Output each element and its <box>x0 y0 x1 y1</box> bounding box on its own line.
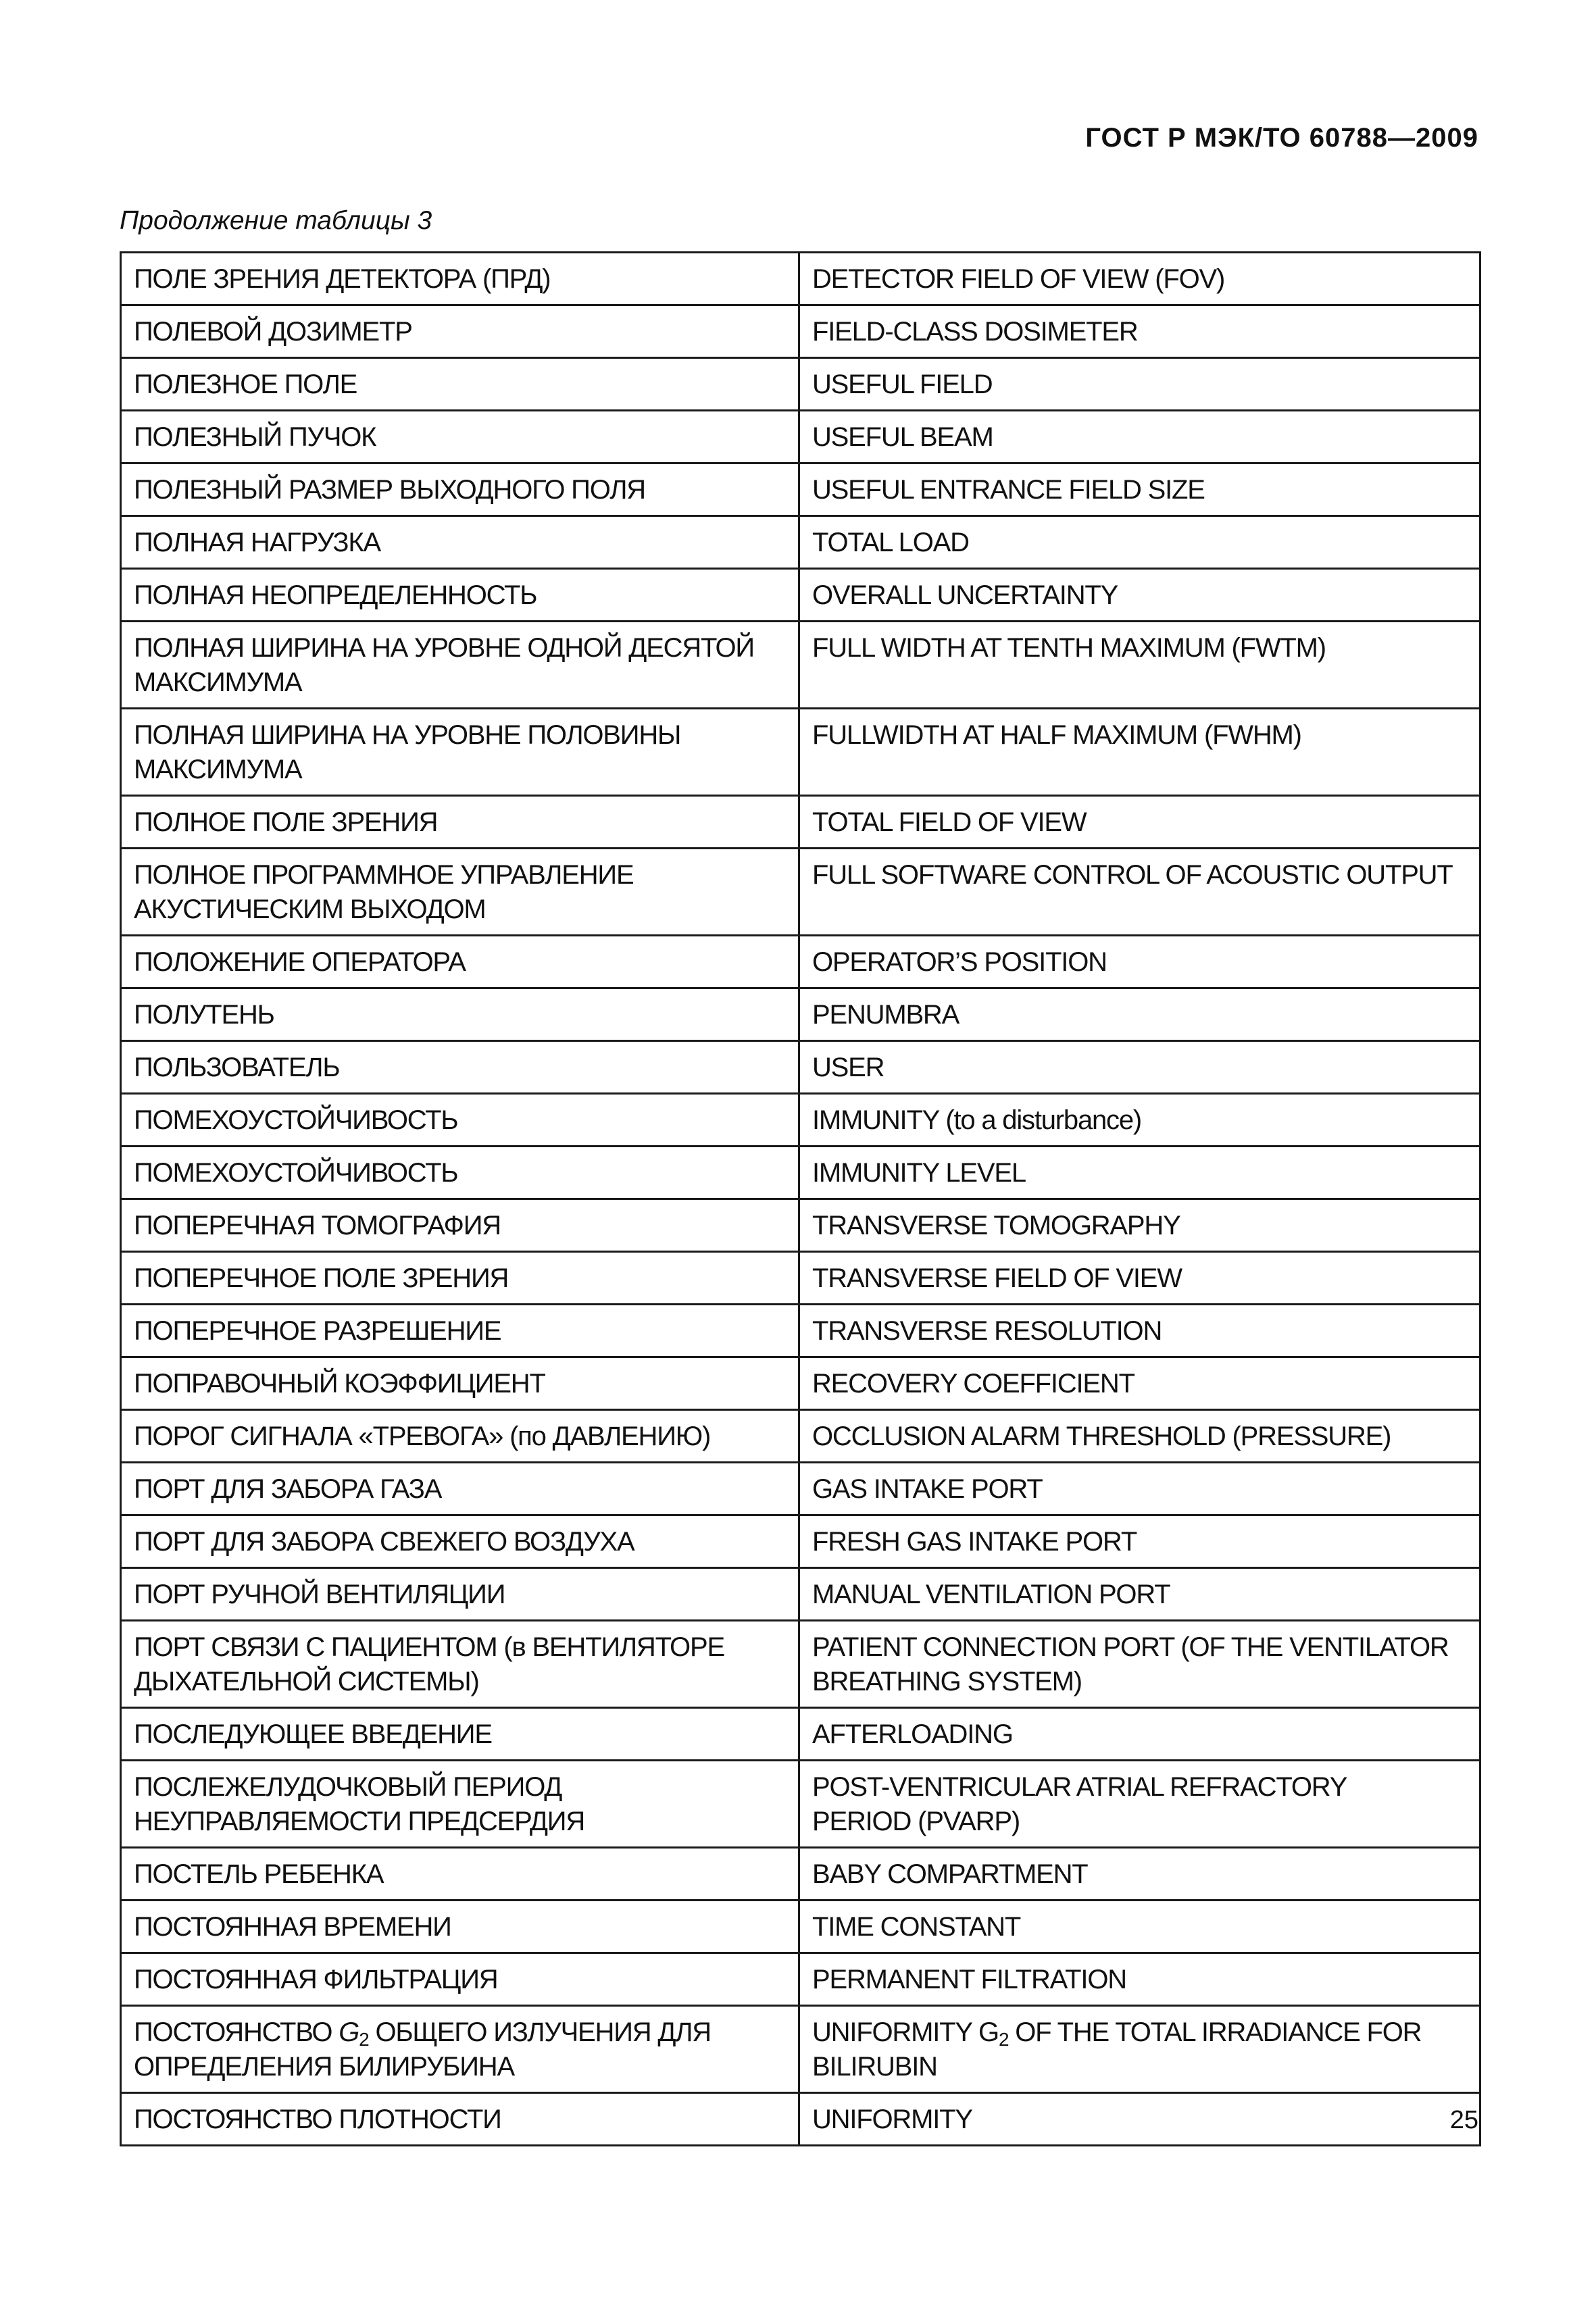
table-row <box>121 411 1480 463</box>
table-row <box>121 1568 1480 1621</box>
term-ru-cell: ПОЛЕВОЙ ДОЗИМЕТР <box>121 305 799 358</box>
term-ru-cell: ПОСТОЯНСТВО ПЛОТНОСТИ <box>121 2093 799 2146</box>
table-row <box>121 305 1480 358</box>
term-ru-cell: ПОПЕРЕЧНАЯ ТОМОГРАФИЯ <box>121 1199 799 1252</box>
term-ru-cell: ПОЛЕЗНОЕ ПОЛЕ <box>121 358 799 411</box>
table-row <box>121 796 1480 849</box>
term-ru-cell-fragment: ПОСТОЯНСТВО <box>134 2017 339 2047</box>
table-row <box>121 1147 1480 1199</box>
term-en-cell: TIME CONSTANT <box>799 1901 1480 1953</box>
table-row <box>121 1041 1480 1094</box>
table-row <box>121 1621 1480 1708</box>
term-en-cell: FRESH GAS INTAKE PORT <box>799 1515 1480 1568</box>
term-en-cell: TRANSVERSE FIELD OF VIEW <box>799 1252 1480 1305</box>
table-row <box>121 2006 1480 2093</box>
table-row <box>121 358 1480 411</box>
term-en-cell: POST-VENTRICULAR ATRIAL REFRACTORY PERIOD (PVARP) <box>799 1761 1480 1848</box>
term-ru-cell: ПОРТ РУЧНОЙ ВЕНТИЛЯЦИИ <box>121 1568 799 1621</box>
term-en-cell: OPERATOR’S POSITION <box>799 936 1480 988</box>
table-row <box>121 1848 1480 1901</box>
term-en-cell: IMMUNITY (to a disturbance) <box>799 1094 1480 1147</box>
term-ru-cell: ПОЛУТЕНЬ <box>121 988 799 1041</box>
term-en-cell: TRANSVERSE TOMOGRAPHY <box>799 1199 1480 1252</box>
term-ru-cell: ПОРОГ СИГНАЛА «ТРЕВОГА» (по ДАВЛЕНИЮ) <box>121 1410 799 1463</box>
term-en-cell: TOTAL LOAD <box>799 516 1480 569</box>
page-number: 25 <box>1449 2106 1478 2134</box>
term-en-cell: FULL SOFTWARE CONTROL OF ACOUSTIC OUTPUT <box>799 849 1480 936</box>
term-ru-cell: ПОРТ ДЛЯ ЗАБОРА ГАЗА <box>121 1463 799 1515</box>
term-ru-cell: ПОПЕРЕЧНОЕ РАЗРЕШЕНИЕ <box>121 1305 799 1357</box>
term-en-cell: USER <box>799 1041 1480 1094</box>
table-row <box>121 1305 1480 1357</box>
table-row <box>121 1901 1480 1953</box>
term-en-cell-fragment: OF THE TOTAL IRRADIANCE FOR BILIRUBIN <box>812 2017 1422 2082</box>
term-ru-cell: ПОСЛЕЖЕЛУДОЧКОВЫЙ ПЕРИОД НЕУПРАВЛЯЕМОСТИ ПРЕДСЕРДИЯ <box>121 1761 799 1848</box>
term-ru-cell: ПОЛНАЯ ШИРИНА НА УРОВНЕ ПОЛОВИНЫ МАКСИМУМА <box>121 709 799 796</box>
term-ru-cell-fragment: 2 <box>359 2029 369 2050</box>
term-en-cell: TOTAL FIELD OF VIEW <box>799 796 1480 849</box>
table-row <box>121 988 1480 1041</box>
table-row <box>121 936 1480 988</box>
term-ru-cell: ПОСТЕЛЬ РЕБЕНКА <box>121 1848 799 1901</box>
table-row <box>121 1252 1480 1305</box>
term-ru-cell: ПОЛЕЗНЫЙ ПУЧОК <box>121 411 799 463</box>
table-row <box>121 1094 1480 1147</box>
table-row <box>121 1953 1480 2006</box>
term-en-cell: OVERALL UNCERTAINTY <box>799 569 1480 622</box>
table-row <box>121 569 1480 622</box>
table-row <box>121 1761 1480 1848</box>
term-en-cell-fragment: 2 <box>998 2029 1009 2050</box>
term-ru-cell: ПОЛЕ ЗРЕНИЯ ДЕТЕКТОРА (ПРД) <box>121 253 799 305</box>
term-en-cell: USEFUL BEAM <box>799 411 1480 463</box>
term-ru-cell: ПОПЕРЕЧНОЕ ПОЛЕ ЗРЕНИЯ <box>121 1252 799 1305</box>
table-row <box>121 849 1480 936</box>
term-ru-cell: ПОЛЕЗНЫЙ РАЗМЕР ВЫХОДНОГО ПОЛЯ <box>121 463 799 516</box>
term-ru-cell-fragment: ОБЩЕГО ИЗЛУЧЕНИЯ ДЛЯ ОПРЕДЕЛЕНИЯ БИЛИРУБИНА <box>134 2017 711 2082</box>
term-ru-cell: ПОМЕХОУСТОЙЧИВОСТЬ <box>121 1094 799 1147</box>
term-en-cell: AFTERLOADING <box>799 1708 1480 1761</box>
term-en-cell: TRANSVERSE RESOLUTION <box>799 1305 1480 1357</box>
term-en-cell-fragment: UNIFORMITY G <box>812 2017 999 2047</box>
term-ru-cell: ПОСТОЯННАЯ ВРЕМЕНИ <box>121 1901 799 1953</box>
table-row <box>121 709 1480 796</box>
table-row <box>121 1463 1480 1515</box>
term-ru-cell: ПОЛЬЗОВАТЕЛЬ <box>121 1041 799 1094</box>
table-caption: Продолжение таблицы 3 <box>120 206 432 235</box>
term-en-cell: FULLWIDTH AT HALF MAXIMUM (FWHM) <box>799 709 1480 796</box>
table-row <box>121 516 1480 569</box>
term-ru-cell: ПОЛНАЯ НАГРУЗКА <box>121 516 799 569</box>
term-ru-cell: ПОПРАВОЧНЫЙ КОЭФФИЦИЕНТ <box>121 1357 799 1410</box>
term-ru-cell: ПОСЛЕДУЮЩЕЕ ВВЕДЕНИЕ <box>121 1708 799 1761</box>
term-en-cell: FULL WIDTH AT TENTH MAXIMUM (FWTM) <box>799 622 1480 709</box>
table-row <box>121 1708 1480 1761</box>
table-row <box>121 253 1480 305</box>
table-row <box>121 1515 1480 1568</box>
term-ru-cell: ПОРТ ДЛЯ ЗАБОРА СВЕЖЕГО ВОЗДУХА <box>121 1515 799 1568</box>
terms-table <box>120 251 1481 2146</box>
table-row <box>121 1410 1480 1463</box>
table-row <box>121 1357 1480 1410</box>
term-en-cell: PERMANENT FILTRATION <box>799 1953 1480 2006</box>
term-ru-cell <box>121 2006 799 2093</box>
term-ru-cell: ПОСТОЯННАЯ ФИЛЬТРАЦИЯ <box>121 1953 799 2006</box>
term-ru-cell-fragment: G <box>339 2017 359 2047</box>
term-en-cell: USEFUL ENTRANCE FIELD SIZE <box>799 463 1480 516</box>
term-en-cell: RECOVERY COEFFICIENT <box>799 1357 1480 1410</box>
term-ru-cell: ПОЛОЖЕНИЕ ОПЕРАТОРА <box>121 936 799 988</box>
term-en-cell: OCCLUSION ALARM THRESHOLD (PRESSURE) <box>799 1410 1480 1463</box>
table-row <box>121 463 1480 516</box>
term-en-cell: USEFUL FIELD <box>799 358 1480 411</box>
term-en-cell: BABY COMPARTMENT <box>799 1848 1480 1901</box>
term-en-cell: PENUMBRA <box>799 988 1480 1041</box>
table-row <box>121 2093 1480 2146</box>
term-ru-cell: ПОЛНОЕ ПРОГРАММНОЕ УПРАВЛЕНИЕ АКУСТИЧЕСКИМ ВЫХОДОМ <box>121 849 799 936</box>
term-ru-cell: ПОЛНАЯ ШИРИНА НА УРОВНЕ ОДНОЙ ДЕСЯТОЙ МАКСИМУМА <box>121 622 799 709</box>
term-ru-cell: ПОЛНАЯ НЕОПРЕДЕЛЕННОСТЬ <box>121 569 799 622</box>
term-en-cell <box>799 2006 1480 2093</box>
term-ru-cell: ПОРТ СВЯЗИ С ПАЦИЕНТОМ (в ВЕНТИЛЯТОРЕ ДЫХАТЕЛЬНОЙ СИСТЕМЫ) <box>121 1621 799 1708</box>
term-en-cell: FIELD-CLASS DOSIMETER <box>799 305 1480 358</box>
term-en-cell: DETECTOR FIELD OF VIEW (FOV) <box>799 253 1480 305</box>
term-ru-cell: ПОМЕХОУСТОЙЧИВОСТЬ <box>121 1147 799 1199</box>
document-header: ГОСТ Р МЭК/ТО 60788—2009 <box>1085 123 1478 153</box>
term-en-cell: IMMUNITY LEVEL <box>799 1147 1480 1199</box>
term-en-cell: MANUAL VENTILATION PORT <box>799 1568 1480 1621</box>
terms-table-body <box>121 253 1480 2146</box>
term-ru-cell: ПОЛНОЕ ПОЛЕ ЗРЕНИЯ <box>121 796 799 849</box>
term-en-cell: PATIENT CONNECTION PORT (OF THE VENTILATOR BREATHING SYSTEM) <box>799 1621 1480 1708</box>
term-en-cell: GAS INTAKE PORT <box>799 1463 1480 1515</box>
term-en-cell: UNIFORMITY <box>799 2093 1480 2146</box>
table-row <box>121 622 1480 709</box>
table-row <box>121 1199 1480 1252</box>
